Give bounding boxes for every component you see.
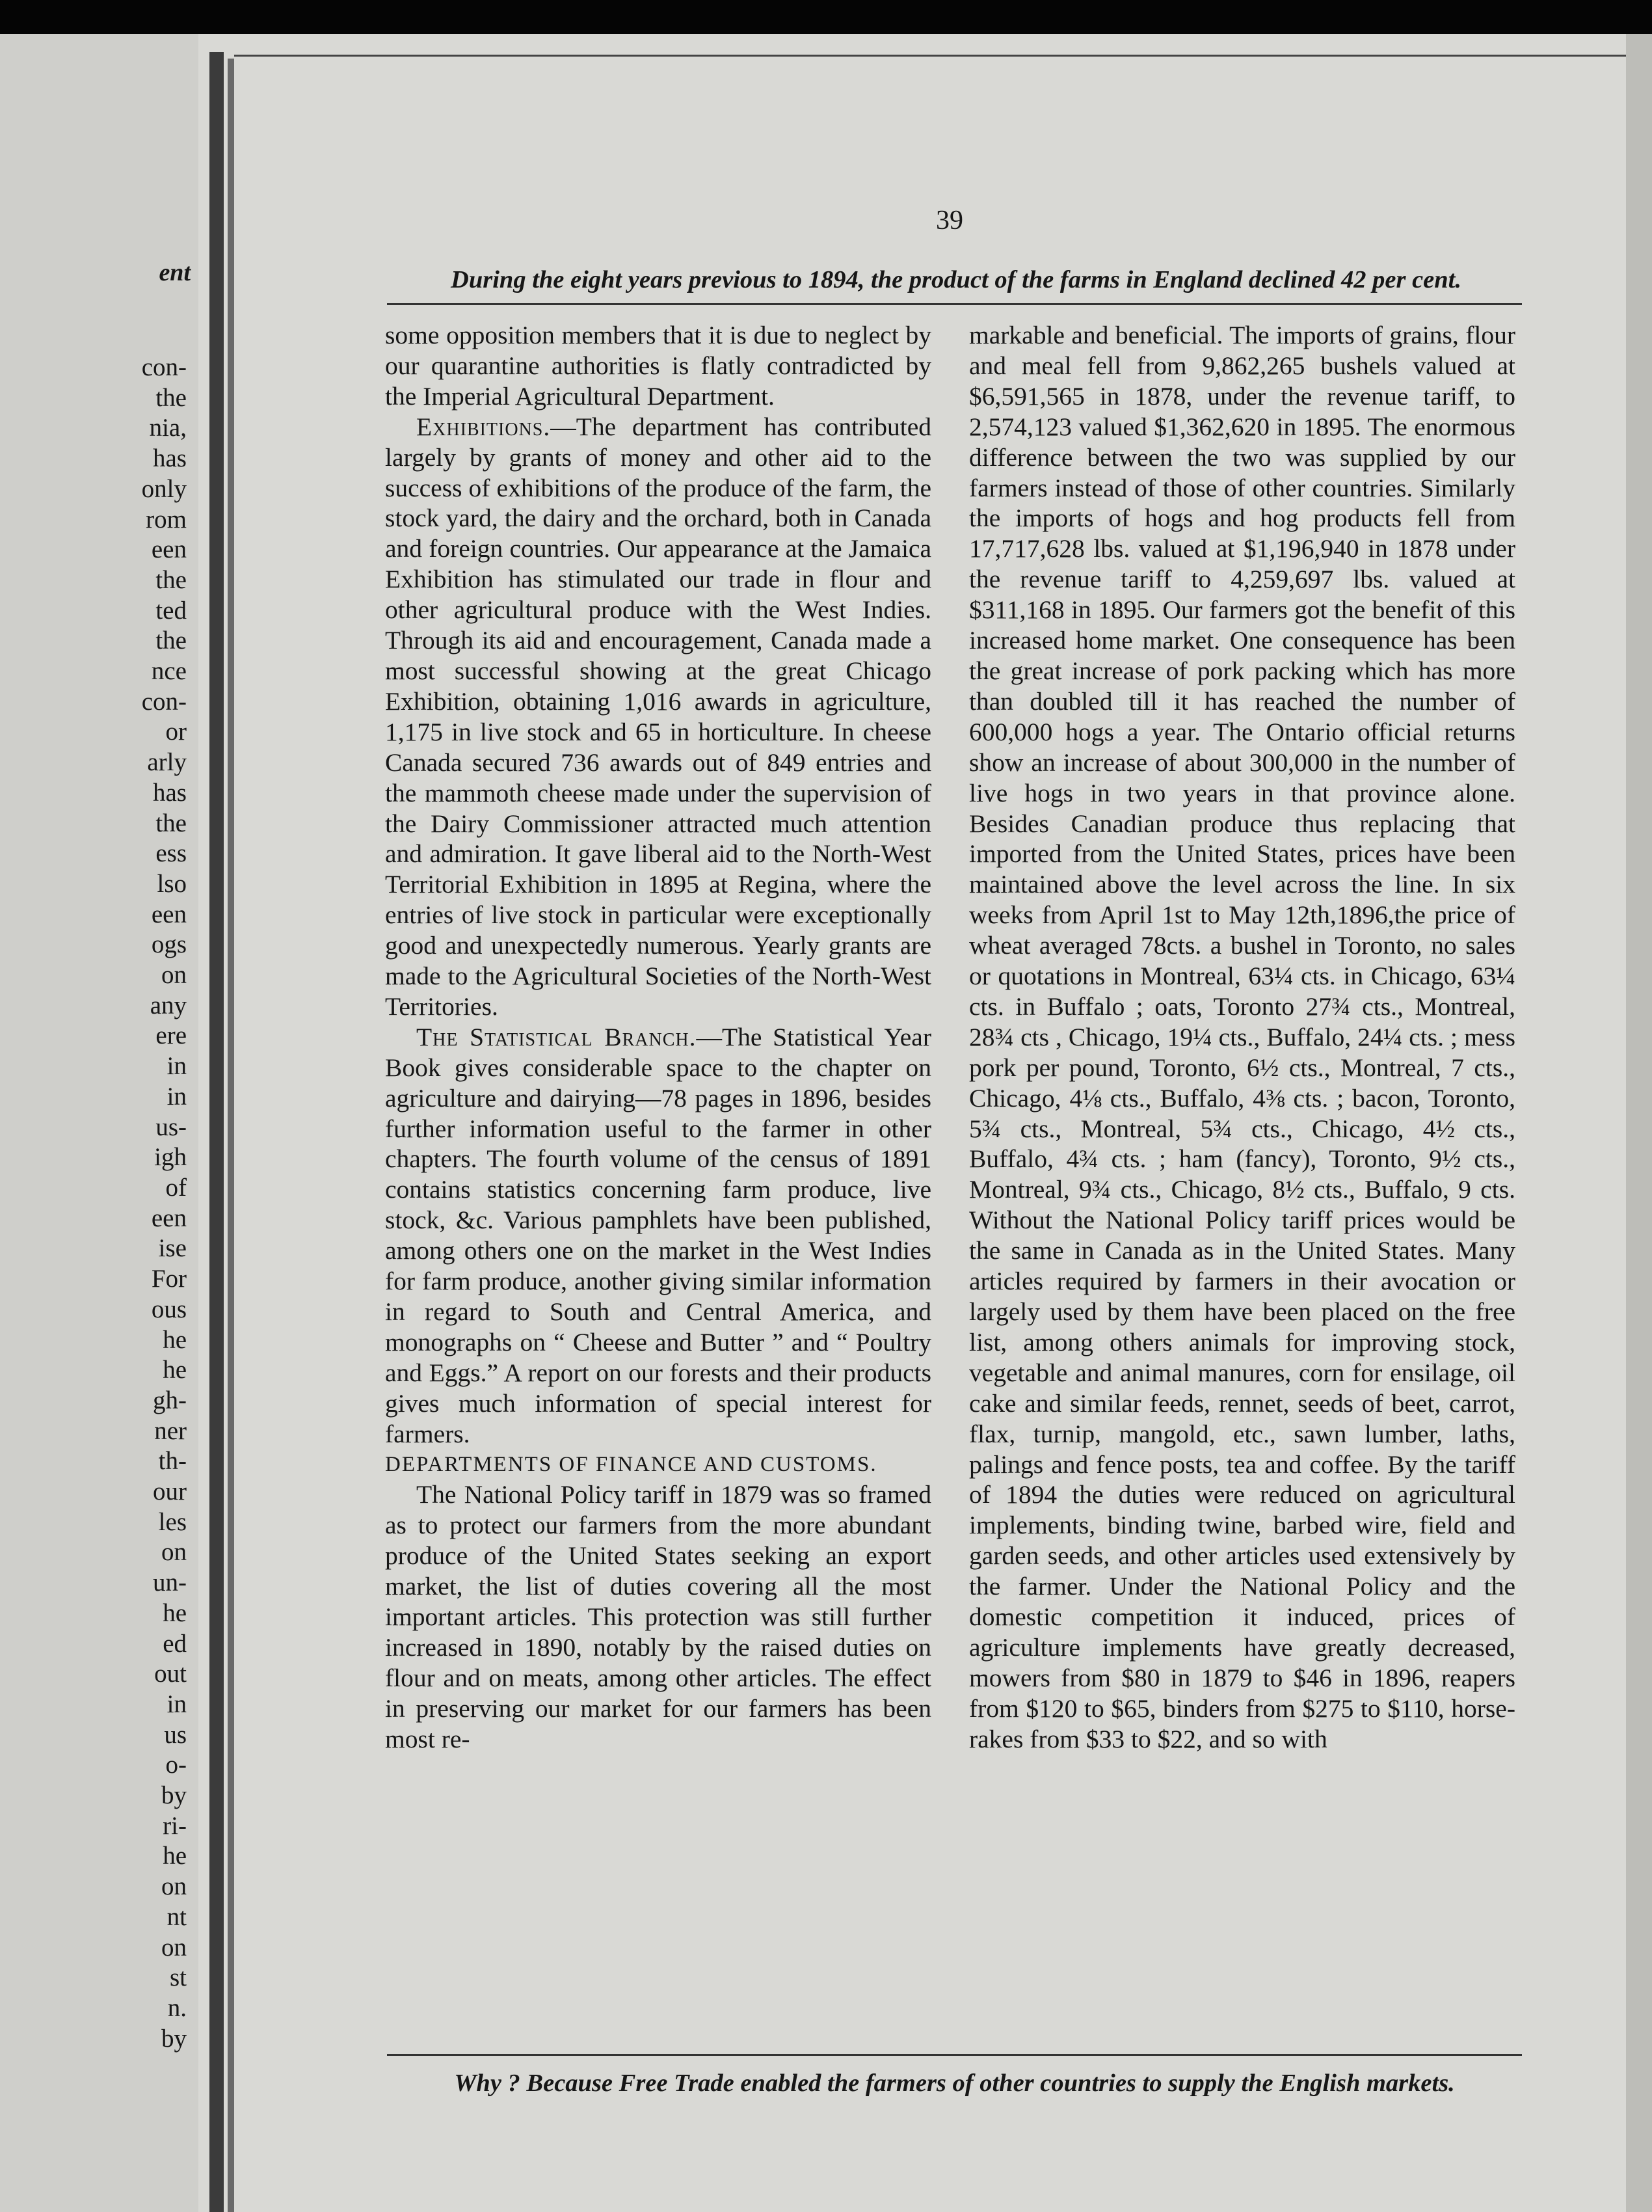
left-page-line-fragment: rom: [146, 505, 187, 533]
left-page-text-fragments: [142, 353, 187, 2054]
left-page-line-fragment: he: [163, 1325, 187, 1354]
left-page-line-fragment: ogs: [151, 930, 187, 959]
running-head: During the eight years previous to 1894, the product of the farms in England declined 42 per cent.: [451, 266, 1461, 293]
left-page-line-fragment: any: [150, 991, 187, 1019]
left-page-line-fragment: arly: [147, 748, 187, 777]
left-page-line-fragment: nt: [167, 1902, 187, 1931]
paragraph-national-policy: The National Policy tariff in 1879 was so framed as to protect our farmers from the more abundant produce of the United States seeking an export market, the list of duties covering all the most important articles. This protection was still further increased in 1890, notably by the raised duties on flour and on meats, among other articles. The effect in preserving our market for our farmers has been most re-: [385, 1480, 931, 1753]
left-page-line-fragment: ri-: [163, 1811, 187, 1840]
left-page-line-fragment: on: [161, 961, 187, 990]
left-page-line-fragment: con-: [141, 687, 187, 716]
left-page-line-fragment: the: [155, 565, 187, 594]
left-page-line-fragment: has: [153, 444, 187, 473]
left-page-line-fragment: out: [154, 1660, 187, 1688]
left-page-line-fragment: has: [153, 778, 187, 807]
paragraph-imports-prices: markable and beneficial. The imports of grains, flour and meal fell from 9,862,265 bushels valued at $6,591,565 in 1878, under the revenue tariff, to 2,574,123 valued $1,362,620 in 1895. The enormous difference between the two was supplied by our farmers instead of those of other countries. Similarly the imports of hogs and hog products fell from 17,717,628 lbs. valued at $1,196,940 in 1878 under the revenue tariff to 4,259,697 lbs. valued at $311,168 in 1895. Our farmers got the benefit of this increased home market. One consequence has been the great increase of pork packing which has more than doubled till it has reached the number of 600,000 hogs a year. The Ontario official returns show an increase of about 300,000 in the number of live hogs in two years in that province alone. Besides Canadian produce thus replacing that imported from the United States, prices have been maintained above the level across the line. In six weeks from April 1st to May 12th,1896,the price of wheat averaged 78cts. a bushel in Toronto, no sales or quotations in Montreal, 63¼ cts. in Chicago, 63¼ cts. in Buffalo ; oats, Toronto 27¾ cts., Montreal, 28¾ cts , Chicago, 19¼ cts., Buffalo, 24¼ cts. ; mess pork per pound, Toronto, 6½ cts., Montreal, 7 cts., Chicago, 4⅛ cts., Buffalo, 4⅜ cts. ; bacon, Toronto, 5¾ cts., Montreal, 5¾ cts., Chicago, 4½ cts., Buffalo, 4¾ cts. ; ham (fancy), Toronto, 9½ cts., Montreal, 9¾ cts., Chicago, 8½ cts., Buffalo, 9 cts. Without the National Policy tariff prices would be the same in Canada as in the United States. Many articles required by farmers in their avocation or largely used by them have been placed on the free list, among others animals for improving stock, vegetable and animal manures, corn for ensilage, oil cake and similar feeds, rennet, seeds of beet, carrot, flax, turnip, mangold, etc., sawn lumber, laths, palings and fence posts, tea and coffee. By the tariff of 1894 the duties were reduced on agricultural implements, binding twine, barbed wire, field and garden seeds, and other articles used extensively by the farmer. Under the National Policy and the domestic competition it induced, prices of agriculture implements have greatly decreased, mowers from $80 in 1879 to $46 in 1896, reapers from $120 to $65, binders from $275 to $110, horse-rakes from $33 to $22, and so with: [969, 321, 1515, 1753]
left-page-line-fragment: igh: [154, 1143, 187, 1172]
left-page-line-fragment: lso: [157, 869, 187, 898]
scan-top-border: [0, 0, 1652, 34]
left-page-line-fragment: only: [141, 474, 187, 503]
left-page-line-fragment: les: [158, 1507, 187, 1536]
left-page-line-fragment: he: [163, 1356, 187, 1384]
paragraph-opposition: some opposition members that it is due to neglect by our quarantine authorities is flatly contradicted by the Imperial Agricultural Department.: [385, 321, 931, 411]
left-page-line-fragment: in: [167, 1052, 187, 1081]
left-page-line-fragment: by: [161, 2024, 187, 2053]
left-page-line-fragment: of: [165, 1173, 187, 1202]
book-gutter-shadow: [228, 59, 234, 2212]
left-page-line-fragment: ner: [154, 1416, 187, 1445]
page-footer: Why ? Because Free Trade enabled the farmers of other countries to supply the English markets.: [454, 2070, 1455, 2097]
left-page-line-fragment: us-: [155, 1113, 187, 1141]
left-page-line-fragment: in: [167, 1690, 187, 1718]
left-page-line-fragment: on: [161, 1933, 187, 1962]
right-page-edge: [1626, 34, 1652, 2212]
left-page-line-fragment: o-: [165, 1751, 187, 1779]
left-page-line-fragment: nia,: [149, 414, 187, 442]
left-page-line-fragment: in: [167, 1082, 187, 1111]
left-page-line-fragment: by: [161, 1781, 187, 1810]
left-page-line-fragment: the: [155, 383, 187, 412]
page-number: 39: [936, 206, 963, 236]
section-heading-finance-customs: DEPARTMENTS OF FINANCE AND CUSTOMS.: [385, 1452, 877, 1476]
left-page-line-fragment: st: [169, 1963, 187, 1992]
book-gutter: [209, 52, 224, 2212]
section-heading-statistical-branch: The Statistical Branch.: [416, 1022, 697, 1051]
left-page-line-fragment: us: [164, 1720, 187, 1749]
left-page-line-fragment: een: [151, 1204, 187, 1232]
left-page-line-fragment: or: [165, 718, 187, 746]
left-page-line-fragment: th-: [158, 1447, 187, 1476]
left-page-line-fragment: on: [161, 1872, 187, 1901]
left-page-line-fragment: con-: [141, 353, 187, 381]
left-page-line-fragment: n.: [167, 1993, 187, 2022]
left-facing-page: ent con- the nia, has only rom een the ted the nce con- or arly has the ess lso een ogs on any ere in in us- igh of een ise For ous he he gh- ner th- our les on un- he ed out in us o- by ri- he on nt on st n. by: [0, 34, 198, 2212]
left-page-line-fragment: ess: [155, 839, 187, 868]
left-page-line-fragment: nce: [151, 657, 187, 686]
left-page-line-fragment: ed: [163, 1629, 187, 1658]
footer-rule: [387, 2054, 1522, 2056]
left-column: [385, 320, 931, 1755]
section-heading-exhibitions: Exhibitions.: [416, 412, 551, 441]
left-page-line-fragment: un-: [153, 1569, 187, 1597]
left-page-line-fragment: our: [153, 1477, 187, 1506]
left-page-line-fragment: ise: [158, 1234, 187, 1263]
left-page-line-fragment: he: [163, 1598, 187, 1627]
left-page-line-fragment: he: [163, 1842, 187, 1870]
left-page-line-fragment: ere: [155, 1021, 187, 1050]
left-page-line-fragment: For: [151, 1265, 187, 1293]
left-page-line-fragment: een: [151, 900, 187, 928]
left-page-line-fragment: ted: [155, 596, 187, 625]
page-top-edge: [234, 55, 1652, 57]
paragraph-statistical-branch: The Statistical Branch.—The Statistical Year Book gives considerable space to the chapter on agriculture and dairying—78 pages in 1896, besides further information useful to the farmer in other chapters. The fourth volume of the census of 1891 contains statistics concerning farm produce, live stock, &c. Various pamphlets have been published, among others one on the market in the West Indies for farm produce, another giving similar information in regard to South and Central America, and monographs on “ Cheese and Butter ” and “ Poultry and Eggs.” A report on our forests and their products gives much information of special interest for farmers.: [385, 1022, 931, 1448]
left-page-line-fragment: ous: [151, 1295, 187, 1323]
header-rule: [387, 303, 1522, 305]
left-page-line-fragment: the: [155, 627, 187, 655]
left-page-line-fragment: gh-: [153, 1386, 187, 1414]
left-page-line-fragment: een: [151, 535, 187, 564]
paragraph-exhibitions: Exhibitions.—The department has contributed largely by grants of money and other aid to the success of exhibitions of the produce of the farm, the stock yard, the dairy and the orchard, both in Canada and foreign countries. Our appearance at the Jamaica Exhibition has stimulated our trade in flour and other agricultural produce with the West Indies. Through its aid and encouragement, Canada made a most successful showing at the great Chicago Exhibition, obtaining 1,016 awards in agriculture, 1,175 in live stock and 65 in horticulture. In cheese Canada secured 736 awards out of 849 entries and the mammoth cheese made under the supervision of the Dairy Commissioner attracted much attention and admiration. It gave liberal aid to the North-West Territorial Exhibition in 1895 at Regina, where the entries of live stock in particular were exceptionally good and unexpectedly numerous. Yearly grants are made to the Agricultural Societies of the North-West Territories.: [385, 412, 931, 1021]
left-page-line-fragment: the: [155, 809, 187, 837]
right-column: [969, 320, 1515, 1755]
left-page-line-fragment: on: [161, 1538, 187, 1567]
